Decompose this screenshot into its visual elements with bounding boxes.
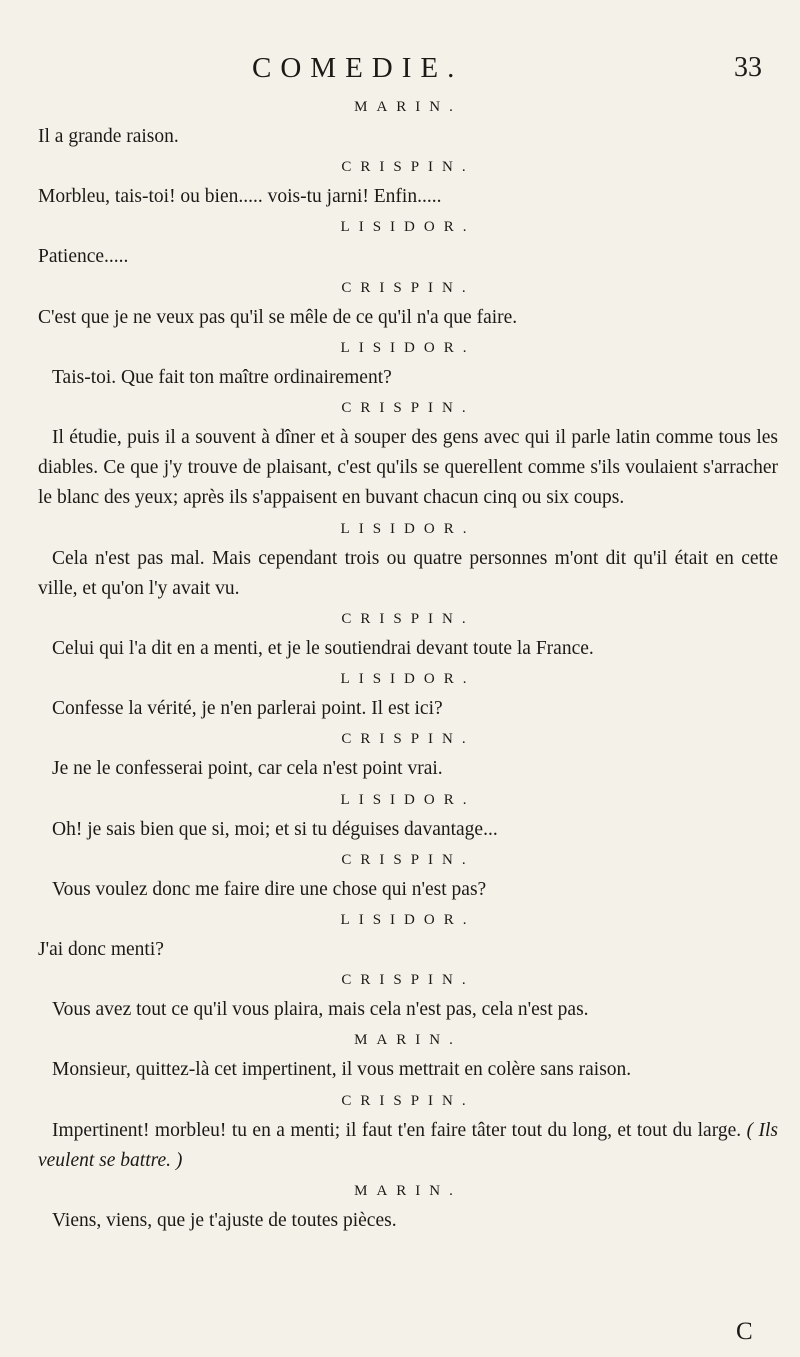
speaker-name: CRISPIN.	[341, 972, 475, 989]
speech-text: Il étudie, puis il a souvent à dîner et à souper des gens avec qui il parle latin comme tous les diables. Ce que j'y trouve de plaisant, c'est qu'ils se querellent comme s'ils voulaient s'arracher le blanc des yeux; après ils s'appaisent en buvant chacun cinq ou six coups.	[38, 427, 778, 509]
speech-text: Patience.....	[38, 246, 129, 268]
speaker-name: CRISPIN.	[341, 279, 475, 296]
speaker-name: MARIN.	[354, 1183, 462, 1200]
speaker-name: LISIDOR.	[340, 912, 476, 929]
speech-text: Viens, viens, que je t'ajuste de toutes pièces.	[52, 1210, 397, 1232]
speaker-name: CRISPIN.	[341, 611, 475, 628]
speaker-name: CRISPIN.	[341, 400, 475, 417]
speech-text: Celui qui l'a dit en a menti, et je le soutiendrai devant toute la France.	[52, 638, 594, 660]
speech-text: Je ne le confesserai point, car cela n'est point vrai.	[52, 758, 443, 780]
speaker-name: MARIN.	[354, 1032, 462, 1049]
speech-text: Confesse la vérité, je n'en parlerai point. Il est ici?	[52, 698, 443, 720]
speaker-name: MARIN.	[354, 99, 462, 115]
running-title: COMEDIE.	[252, 52, 464, 84]
speech-text: Morbleu, tais-toi! ou bien..... vois-tu jarni! Enfin.....	[38, 186, 442, 208]
speaker-name: LISIDOR.	[340, 219, 476, 236]
speech-text: Il a grande raison.	[38, 126, 179, 147]
running-head	[0, 52, 800, 92]
speech-text: Cela n'est pas mal. Mais cependant trois ou quatre personnes m'ont dit qu'il était en cette ville, et qu'on l'y avait vu.	[38, 547, 778, 599]
speech-text: Vous voulez donc me faire dire une chose qui n'est pas?	[52, 878, 487, 900]
speaker-name: CRISPIN.	[341, 1092, 475, 1109]
speaker-name: CRISPIN.	[341, 159, 475, 176]
speaker-name: LISIDOR.	[340, 791, 476, 808]
speaker-name: CRISPIN.	[341, 731, 475, 748]
speaker-name: LISIDOR.	[340, 339, 476, 356]
speaker-name: LISIDOR.	[340, 671, 476, 688]
stage-direction: ( Ils veulent se battre. )	[38, 1119, 779, 1171]
speech-text: Oh! je sais bien que si, moi; et si tu déguises davantage...	[52, 818, 498, 840]
speech-text: J'ai donc menti?	[38, 939, 164, 961]
speech-text: C'est que je ne veux pas qu'il se mêle de ce qu'il n'a que faire.	[38, 306, 518, 328]
speech-text: Monsieur, quittez-là cet impertinent, il vous mettrait en colère sans raison.	[52, 1059, 632, 1081]
speaker-name: CRISPIN.	[341, 851, 475, 868]
speech-text: Vous avez tout ce qu'il vous plaira, mais cela n'est pas, cela n'est pas.	[52, 999, 589, 1021]
signature-mark: C	[736, 1318, 753, 1345]
speech-text: Tais-toi. Que fait ton maître ordinairement?	[52, 366, 392, 388]
speech-text: Impertinent! morbleu! tu en a menti; il faut t'en faire tâter tout du long, et tout du large. ( Ils veulent se battre. )	[38, 1119, 779, 1171]
speaker-name: LISIDOR.	[340, 520, 476, 537]
page-number: 33	[734, 52, 762, 83]
dialogue-block	[38, 92, 778, 1236]
